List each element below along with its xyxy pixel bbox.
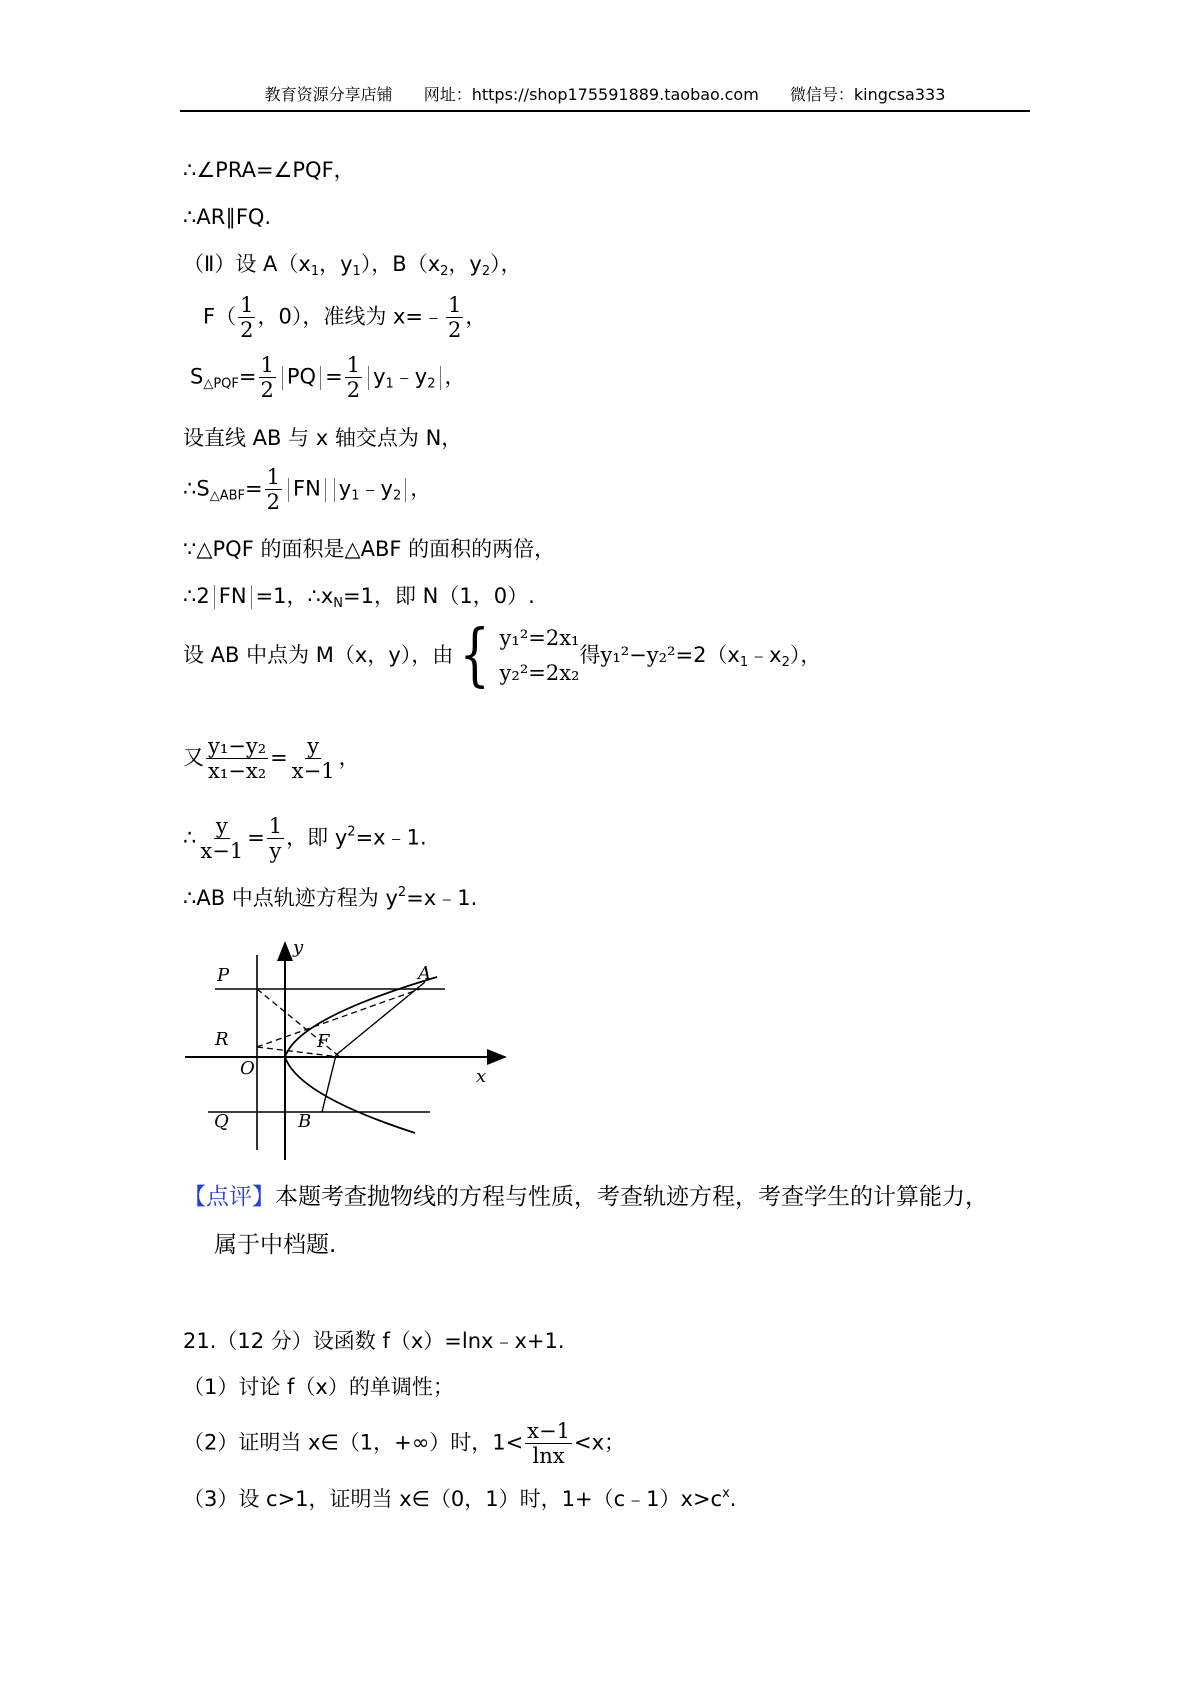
line-area-pqf: $S_{\triangle PQF}=$ $\frac{1}{2}$ PQ = $\frac{1}{2}$ $y_1﹣y_2$ ，: [190, 353, 466, 403]
review-tag: 【点评】: [183, 1184, 275, 1210]
line-area-abf: $\therefore S_{\triangle ABF}=$ $\frac{1}{2}$ FN $y_1﹣y_2$ ，: [183, 465, 432, 515]
line-midpoint-system: 设 AB 中点为 M（x，y），由 { y₁²=2x₁ y₂²=2x₂ 得$y_1^2-y_2^2=2(x_1﹣x_2)$，: [183, 616, 822, 695]
header-url: 网址：https://shop175591889.taobao.com: [423, 85, 759, 104]
problem-21-title: 21.（12 分）设函数 f（x）=lnx﹣x+1.: [183, 1329, 565, 1353]
label-o: O: [240, 1058, 255, 1079]
review-text: 本题考查抛物线的方程与性质，考查轨迹方程，考查学生的计算能力，: [275, 1184, 988, 1210]
line-ab: [336, 982, 425, 1055]
line-angle: ∴∠PRA=∠PQF，: [183, 158, 355, 182]
line-focus: F（ $\frac{1}{2}$ ，0），准线为 x=﹣ $\frac{1}{2}$ ，: [203, 293, 487, 343]
fraction-half: $\frac{1}{2}$: [448, 293, 462, 343]
line-axis-intersection: 设直线 AB 与 x 轴交点为 N，: [183, 426, 463, 450]
line-ab-ext: [322, 1055, 336, 1112]
problem-21-part-3: （3）设 c>1，证明当 x∈（0，1）时，$1+(c﹣1)x>c^x$.: [183, 1486, 737, 1511]
line-locus-result: ∴AB 中点轨迹方程为 $y^2=x﹣1$.: [183, 885, 478, 910]
parabola-figure: [180, 935, 520, 1165]
label-p: P: [217, 965, 230, 986]
label-y: y: [293, 937, 304, 958]
label-q: Q: [214, 1111, 229, 1132]
line-locus-derivation: ∴ $\frac{y}{x-1}$ = $\frac{1}{y}$ ，即 $y^2=x﹣1$.: [183, 814, 427, 864]
page-header: [180, 82, 1030, 105]
problem-21-part-1: （1）讨论 f（x）的单调性；: [183, 1375, 454, 1399]
header-wechat: 微信号：kingcsa333: [789, 85, 946, 104]
label-r: R: [215, 1029, 229, 1050]
problem-21-part-2: （2）证明当 x∈（1，+∞）时，1< $\frac{x-1}{\ln x}$ <x；: [183, 1419, 626, 1469]
line-slope: 又 $\frac{\text{y₁−y₂}}{\text{x₁−x₂}}$ = $\frac{y}{x-1}$ ，: [183, 734, 360, 784]
header-shop: 教育资源分享店铺: [264, 85, 393, 104]
line-area-relation: ∵△PQF 的面积是△ABF 的面积的两倍，: [183, 537, 556, 561]
fraction-half: $\frac{1}{2}$: [240, 293, 254, 343]
header-divider: [180, 110, 1030, 112]
label-x: x: [476, 1066, 487, 1087]
parabola-curve: [285, 977, 437, 1133]
label-b: B: [298, 1111, 312, 1132]
label-f: F: [317, 1031, 330, 1052]
dashed-ra: [257, 989, 420, 1047]
line-parallel: ∴AR∥FQ.: [183, 205, 272, 229]
equation-system: { y₁²=2x₁ y₂²=2x₂: [459, 616, 580, 695]
review-line-2: 属于中档题.: [214, 1232, 337, 1258]
line-find-n: ∴2 FN =1，$\therefore x_N=1$，即 N（1，0）.: [183, 584, 535, 611]
review-line-1: [183, 1186, 988, 1209]
line-set-ab: （Ⅱ）设 $A(x_1$，$y_1$），$B(x_2$，$y_2$），: [183, 252, 522, 279]
label-a: A: [418, 963, 431, 984]
